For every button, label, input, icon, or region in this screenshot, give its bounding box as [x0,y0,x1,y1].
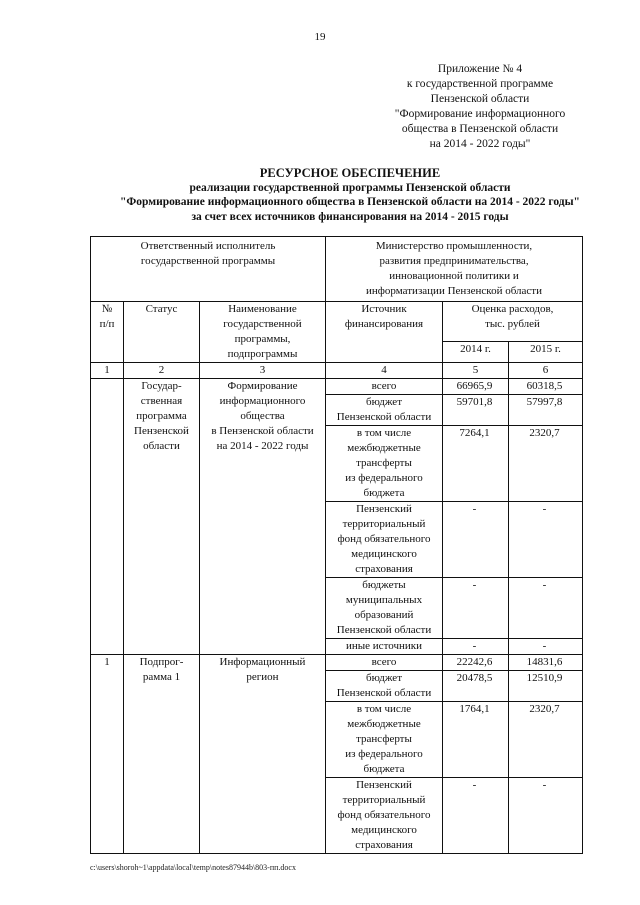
value-2015: 57997,8 [509,395,583,426]
table-row [91,655,583,671]
value-2014: - [443,578,509,639]
value-2015: - [509,578,583,639]
row-status: Подпрог- рамма 1 [124,655,200,854]
table-row [91,379,583,395]
value-2014: 7264,1 [443,426,509,502]
resource-table-body [91,237,583,854]
col-header-2015: 2015 г. [509,342,583,363]
value-2014: - [443,502,509,578]
funding-source: Пензенский территориальный фонд обязательного медицинского страхования [326,502,443,578]
funding-source: иные источники [326,639,443,655]
value-2015: - [509,639,583,655]
col-header-status: Статус [124,302,200,363]
appendix-line: "Формирование информационного [394,108,566,120]
page-number: 19 [314,31,326,43]
footer-file-path: c:\users\shoroh~1\appdata\local\temp\notes87944b\803-пп.docx [90,863,296,872]
resource-table [90,236,583,854]
col-header-num: № п/п [91,302,124,363]
appendix-line: Пензенской области [430,93,530,105]
value-2015: 60318,5 [509,379,583,395]
value-2014: 66965,9 [443,379,509,395]
heading-title: РЕСУРСНОЕ ОБЕСПЕЧЕНИЕ [259,166,441,180]
funding-source: бюджет Пензенской области [326,671,443,702]
heading-line: "Формирование информационного общества в Пензенской области на 2014 - 2022 годы" [120,196,580,208]
row-number: 1 [91,655,124,854]
row-program-name: Информационный регион [200,655,326,854]
column-number-row [91,363,583,379]
appendix-line: общества в Пензенской области [401,123,559,135]
funding-source: всего [326,379,443,395]
value-2014: 59701,8 [443,395,509,426]
value-2015: - [509,502,583,578]
column-header-row [91,302,583,342]
appendix-line: Приложение № 4 [437,63,523,75]
col-header-source: Источник финансирования [326,302,443,363]
executor-label: Ответственный исполнитель государственной программы [91,237,326,302]
funding-source: Пензенский территориальный фонд обязательного медицинского страхования [326,778,443,854]
value-2015: 12510,9 [509,671,583,702]
appendix-line: к государственной программе [406,78,554,90]
value-2014: 20478,5 [443,671,509,702]
heading-line: за счет всех источников финансирования на 2014 - 2015 годы [191,210,509,223]
col-number: 6 [509,363,583,379]
col-header-name: Наименование государственной программы, подпрограммы [200,302,326,363]
col-header-estimate: Оценка расходов, тыс. рублей [443,302,583,342]
col-number: 4 [326,363,443,379]
heading-line: реализации государственной программы Пензенской области [189,181,511,194]
appendix-header [380,62,580,152]
value-2014: - [443,778,509,854]
col-number: 1 [91,363,124,379]
funding-source: бюджет Пензенской области [326,395,443,426]
value-2014: 1764,1 [443,702,509,778]
value-2015: 14831,6 [509,655,583,671]
funding-source: в том числе межбюджетные трансферты из федерального бюджета [326,426,443,502]
row-status: Государ- ственная программа Пензенской области [124,379,200,655]
value-2015: - [509,778,583,854]
executor-value: Министерство промышленности, развития предпринимательства, инновационной политики и информатизации Пензенской области [326,237,583,302]
col-number: 3 [200,363,326,379]
col-header-2014: 2014 г. [443,342,509,363]
row-number [91,379,124,655]
col-number: 2 [124,363,200,379]
value-2014: - [443,639,509,655]
value-2015: 2320,7 [509,426,583,502]
row-program-name: Формирование информационного общества в Пензенской области на 2014 - 2022 годы [200,379,326,655]
value-2014: 22242,6 [443,655,509,671]
funding-source: всего [326,655,443,671]
document-heading [60,166,640,224]
appendix-line: на 2014 - 2022 годы" [429,138,531,150]
value-2015: 2320,7 [509,702,583,778]
executor-row [91,237,583,302]
funding-source: в том числе межбюджетные трансферты из федерального бюджета [326,702,443,778]
funding-source: бюджеты муниципальных образований Пензенской области [326,578,443,639]
col-number: 5 [443,363,509,379]
